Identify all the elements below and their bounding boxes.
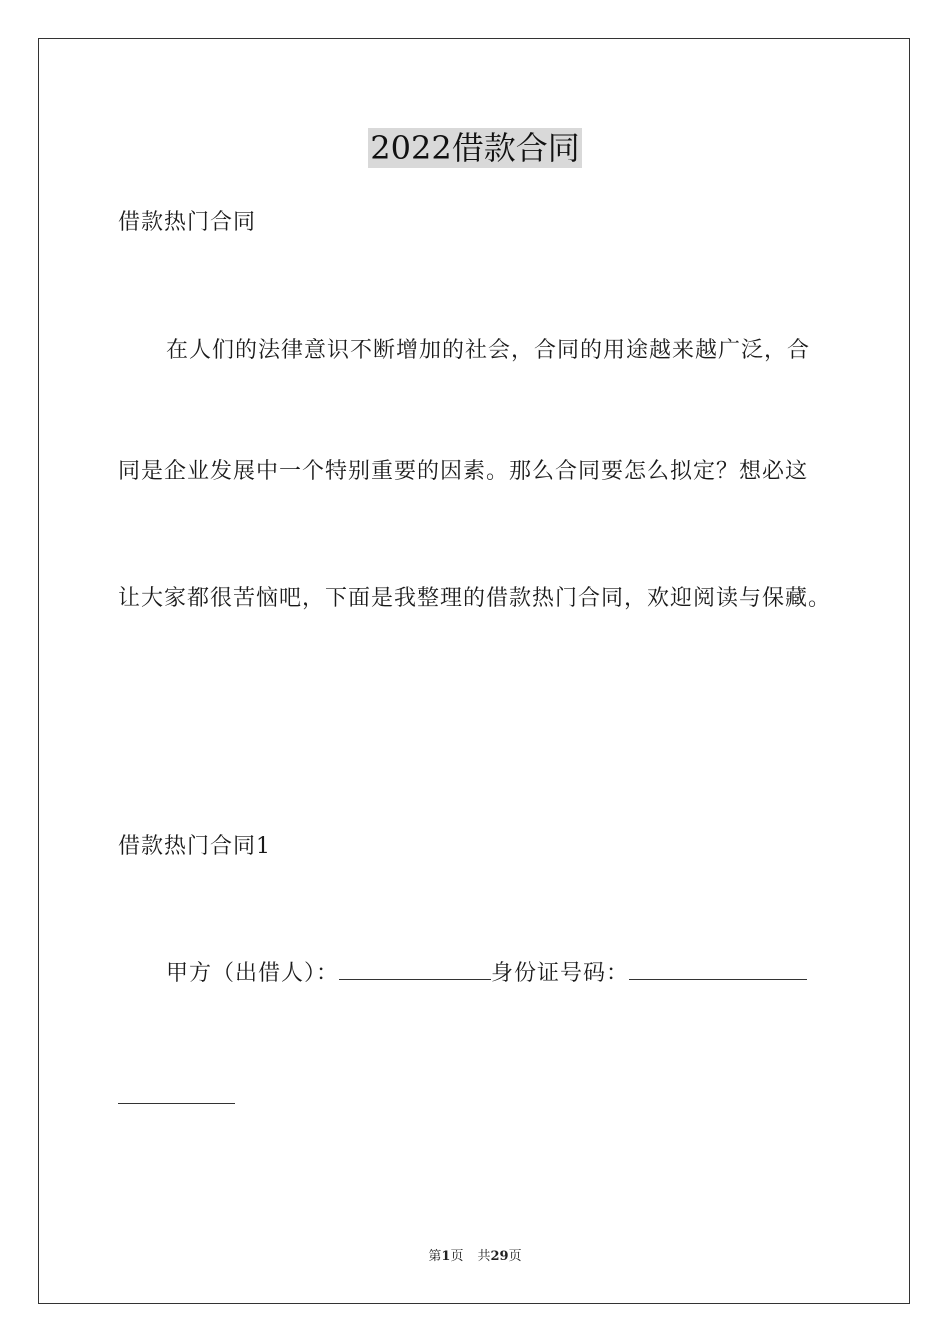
total-prefix: 共 — [477, 1249, 491, 1264]
document-subtitle: 借款热门合同 — [118, 210, 257, 235]
page-current: 1 — [441, 1249, 451, 1264]
page-total: 29 — [490, 1249, 509, 1264]
section-heading: 借款热门合同1 — [118, 834, 271, 859]
page-prefix: 第 — [428, 1249, 442, 1264]
total-suffix: 页 — [508, 1249, 522, 1264]
intro-line-3: 让大家都很苦恼吧，下面是我整理的借款热门合同，欢迎阅读与保藏。 — [118, 586, 832, 611]
id-number-blank[interactable] — [629, 957, 807, 980]
page-footer — [0, 1248, 950, 1266]
id-number-blank-continued[interactable] — [118, 1103, 235, 1104]
party-a-line — [166, 957, 807, 989]
title-container — [0, 128, 950, 168]
party-a-name-blank[interactable] — [339, 957, 491, 980]
intro-line-1: 在人们的法律意识不断增加的社会，合同的用途越来越广泛，合 — [166, 338, 811, 363]
document-title: 2022借款合同 — [370, 129, 580, 167]
page-suffix: 页 — [450, 1249, 464, 1264]
id-number-label: 身份证号码： — [491, 961, 630, 986]
party-a-label: 甲方（出借人）： — [166, 961, 340, 986]
intro-line-2: 同是企业发展中一个特别重要的因素。那么合同要怎么拟定？想必这 — [118, 459, 809, 484]
